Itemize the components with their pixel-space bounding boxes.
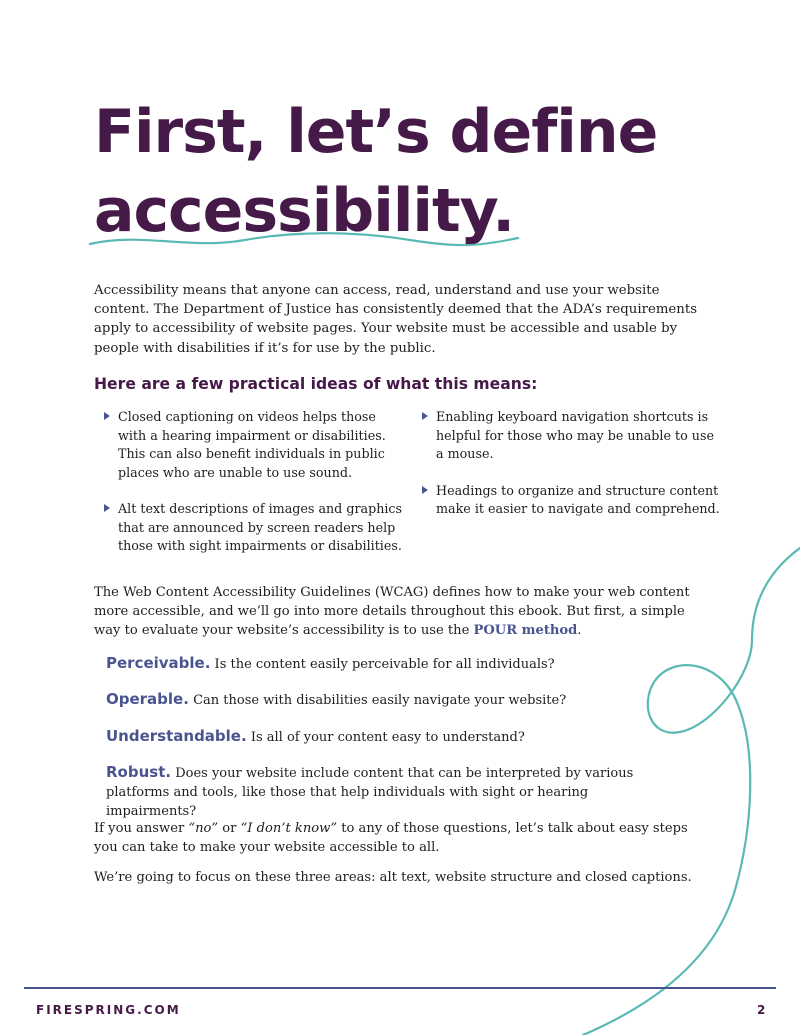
title-line-1: First, let’s define bbox=[94, 97, 658, 167]
answer-no: “no” bbox=[188, 821, 219, 836]
closing-paragraph-1 bbox=[94, 819, 694, 857]
page-number: 2 bbox=[757, 1003, 766, 1017]
answer-dont-know: “I don’t know” bbox=[240, 821, 338, 836]
caret-right-icon bbox=[104, 504, 110, 512]
ideas-list-left bbox=[104, 408, 404, 574]
list-item bbox=[422, 482, 722, 519]
caret-right-icon bbox=[422, 486, 428, 494]
caret-right-icon bbox=[422, 412, 428, 420]
list-item bbox=[104, 408, 404, 482]
closing-text: or bbox=[218, 821, 241, 836]
closing-text: If you answer bbox=[94, 821, 189, 836]
title-line-2: accessibility. bbox=[94, 176, 515, 246]
wcag-end: . bbox=[577, 622, 582, 638]
list-item-text: Alt text descriptions of images and graphics that are announced by screen readers help those with sight impairments or disabilities. bbox=[118, 501, 403, 553]
list-item bbox=[104, 500, 404, 556]
intro-paragraph: Accessibility means that anyone can access, read, understand and use your website content. The Department of Justice has consistently deemed that the ADA’s requirements apply to accessibility of website pages. Your website must be accessible and usable by people with disabilities if it’s for use by the public. bbox=[94, 283, 698, 356]
wcag-paragraph bbox=[94, 584, 704, 641]
list-item bbox=[422, 408, 722, 464]
caret-right-icon bbox=[104, 412, 110, 420]
pour-question: Can those with disabilities easily navigate your website? bbox=[188, 693, 567, 708]
pour-question: Does your website include content that can be interpreted by various platforms and tools, like those that help individuals with sight or hearing impairments? bbox=[106, 766, 634, 819]
page-title bbox=[94, 93, 774, 251]
closing-text: to any of those questions, let’s talk about easy steps you can take to make your website accessible to all. bbox=[94, 821, 688, 855]
list-item-text: Headings to organize and structure content make it easier to navigate and comprehend. bbox=[436, 482, 720, 516]
pour-term: Robust. bbox=[106, 763, 172, 781]
list-item-text: Enabling keyboard navigation shortcuts is helpful for those who may be unable to use a mouse. bbox=[436, 409, 714, 461]
ideas-heading: Here are a few practical ideas of what this means: bbox=[94, 375, 538, 393]
pour-question: Is the content easily perceivable for all individuals? bbox=[210, 657, 555, 672]
footer-site-link[interactable]: FIRESPRING.COM bbox=[36, 1003, 181, 1017]
footer-divider bbox=[24, 987, 776, 989]
pour-term: Perceivable. bbox=[106, 654, 211, 672]
pour-question: Is all of your content easy to understand? bbox=[246, 730, 525, 745]
pour-item-operable bbox=[106, 690, 666, 710]
list-item-text: Closed captioning on videos helps those with a hearing impairment or disabilities. This can also benefit individuals in public places who are unable to use sound. bbox=[118, 409, 386, 480]
pour-item-perceivable bbox=[106, 654, 666, 674]
wcag-text: The Web Content Accessibility Guidelines (WCAG) defines how to make your web content more accessible, and we’ll go into more details throughout this ebook. But first, a simple way to evaluate your website’s accessibility is to use the bbox=[94, 585, 690, 638]
ideas-list-right bbox=[422, 408, 722, 537]
closing-paragraph-2: We’re going to focus on these three areas: alt text, website structure and closed captions. bbox=[94, 870, 692, 885]
pour-method-label: POUR method bbox=[473, 622, 578, 638]
pour-term: Operable. bbox=[106, 690, 189, 708]
pour-term: Understandable. bbox=[106, 727, 247, 745]
pour-item-understandable bbox=[106, 727, 666, 747]
pour-item-robust bbox=[106, 763, 666, 821]
